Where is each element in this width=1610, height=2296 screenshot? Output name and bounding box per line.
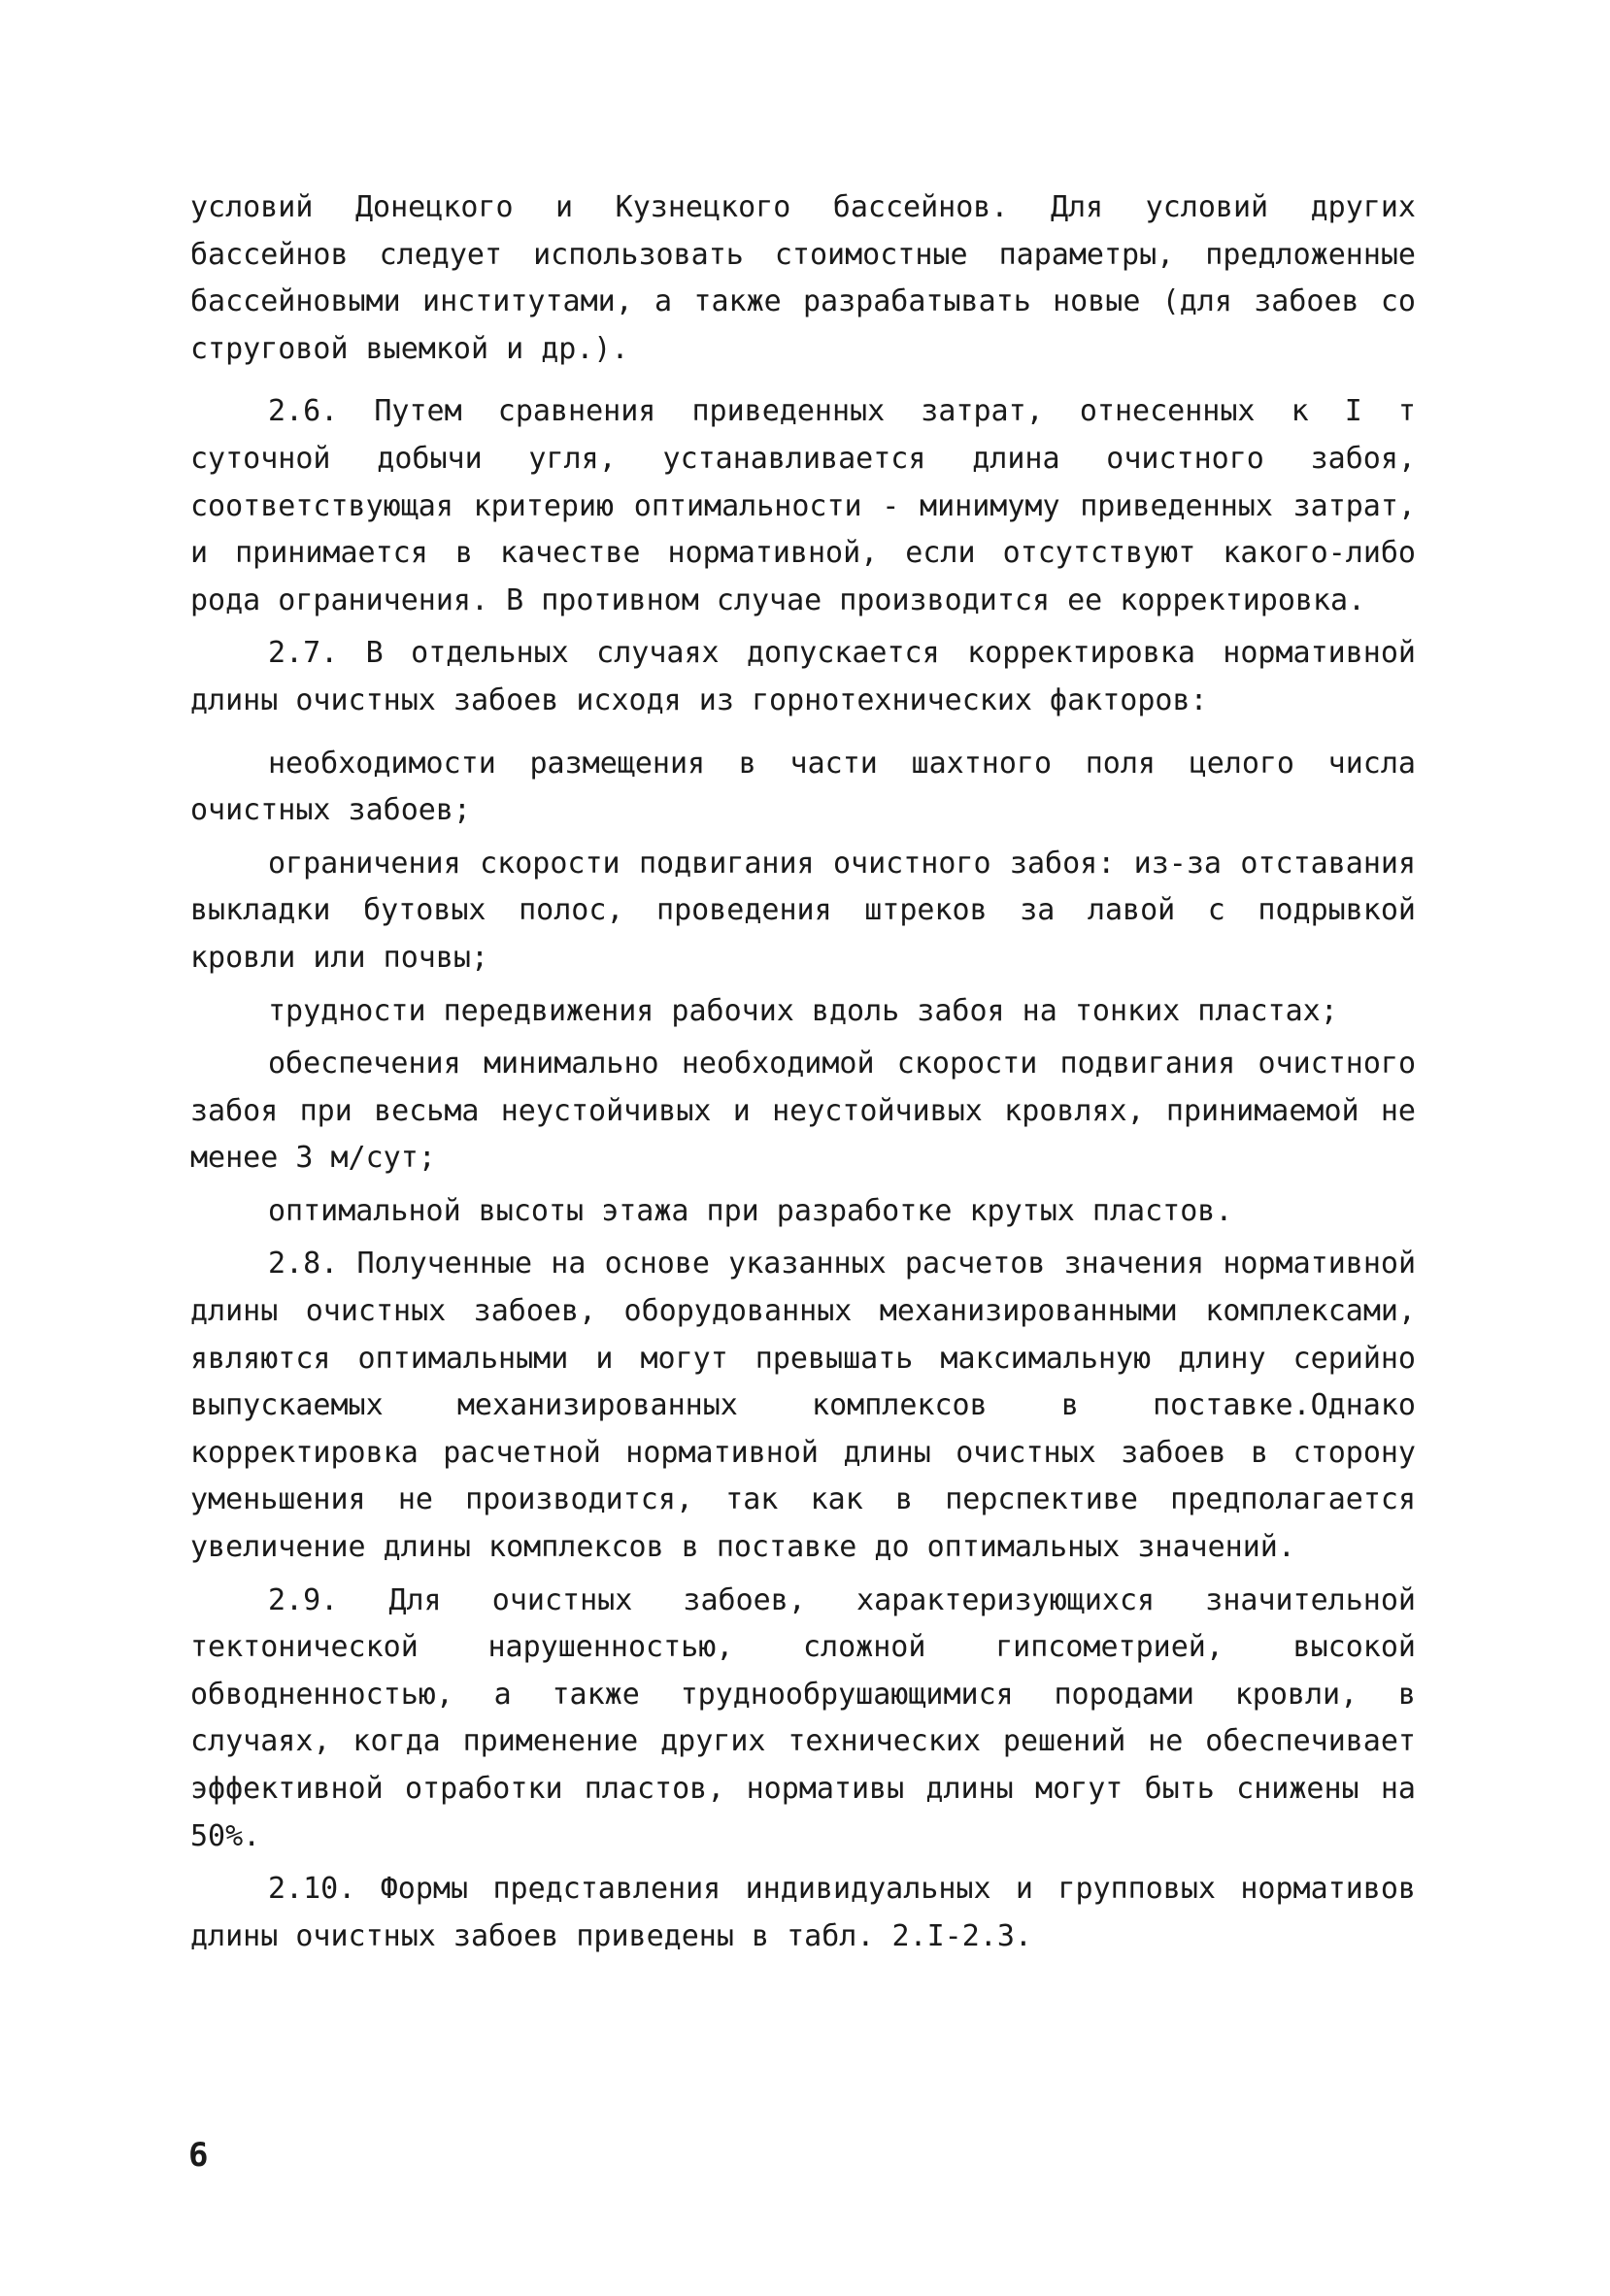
list-item: обеспечения минимально необходимой скорости подвигания очистного забоя при весьма неустойчивых и неустойчивых кровлях, принимаемой не менее 3 м/сут; [190, 1047, 1416, 1176]
list-item: ограничения скорости подвигания очистного забоя: из-за отставания выкладки бутовых полос, проведения штреков за лавой с подрывкой кровли или почвы; [190, 846, 1416, 975]
body-text [190, 184, 1416, 1960]
list-item: оптимальной высоты этажа при разработке крутых пластов. [268, 1193, 1233, 1228]
list-item: необходимости размещения в части шахтного поля целого числа очистных забоев; [190, 746, 1416, 828]
paragraph-2-10: 2.10. Формы представления индивидуальных и групповых нормативов длины очистных забоев приведены в табл. 2.I-2.3. [190, 1872, 1416, 1953]
paragraph-2-8: 2.8. Полученные на основе указанных расчетов значения нормативной длины очистных забоев, оборудованных механизированными комплексами, являются оптимальными и могут превышать максимальную длину серийно выпускаемых механизированных комплексов в поставке.Однако корректировка расчетной нормативной длины очистных забоев в сторону уменьшения не производится, так как в перспективе предполагается увеличение длины комплексов в поставке до оптимальных значений. [190, 1247, 1416, 1565]
page-number: 6 [188, 2136, 209, 2175]
paragraph-2-7: 2.7. В отдельных случаях допускается корректировка нормативной длины очистных забоев исходя из горнотехнических факторов: [190, 636, 1416, 717]
list-item: трудности передвижения рабочих вдоль забоя на тонких пластах; [268, 993, 1338, 1028]
paragraph-continuation: условий Донецкого и Кузнецкого бассейнов. Для условий других бассейнов следует использовать стоимостные параметры, предложенные бассейновыми институтами, а также разрабатывать новые (для забоев со струговой выемкой и др.). [190, 190, 1416, 366]
paragraph-2-6: 2.6. Путем сравнения приведенных затрат, отнесенных к I т суточной добычи угля, устанавливается длина очистного забоя, соответствующая критерию оптимальности - минимуму приведенных затрат, и принимается в качестве нормативной, если отсутствуют какого-либо рода ограничения. В противном случае производится ее корректировка. [190, 394, 1416, 617]
paragraph-2-9: 2.9. Для очистных забоев, характеризующихся значительной тектонической нарушенностью, сложной гипсометрией, высокой обводненностью, а также труднообрушающимися породами кровли, в случаях, когда применение других технических решений не обеспечивает эффективной отработки пластов, нормативы длины могут быть снижены на 50%. [190, 1582, 1416, 1853]
